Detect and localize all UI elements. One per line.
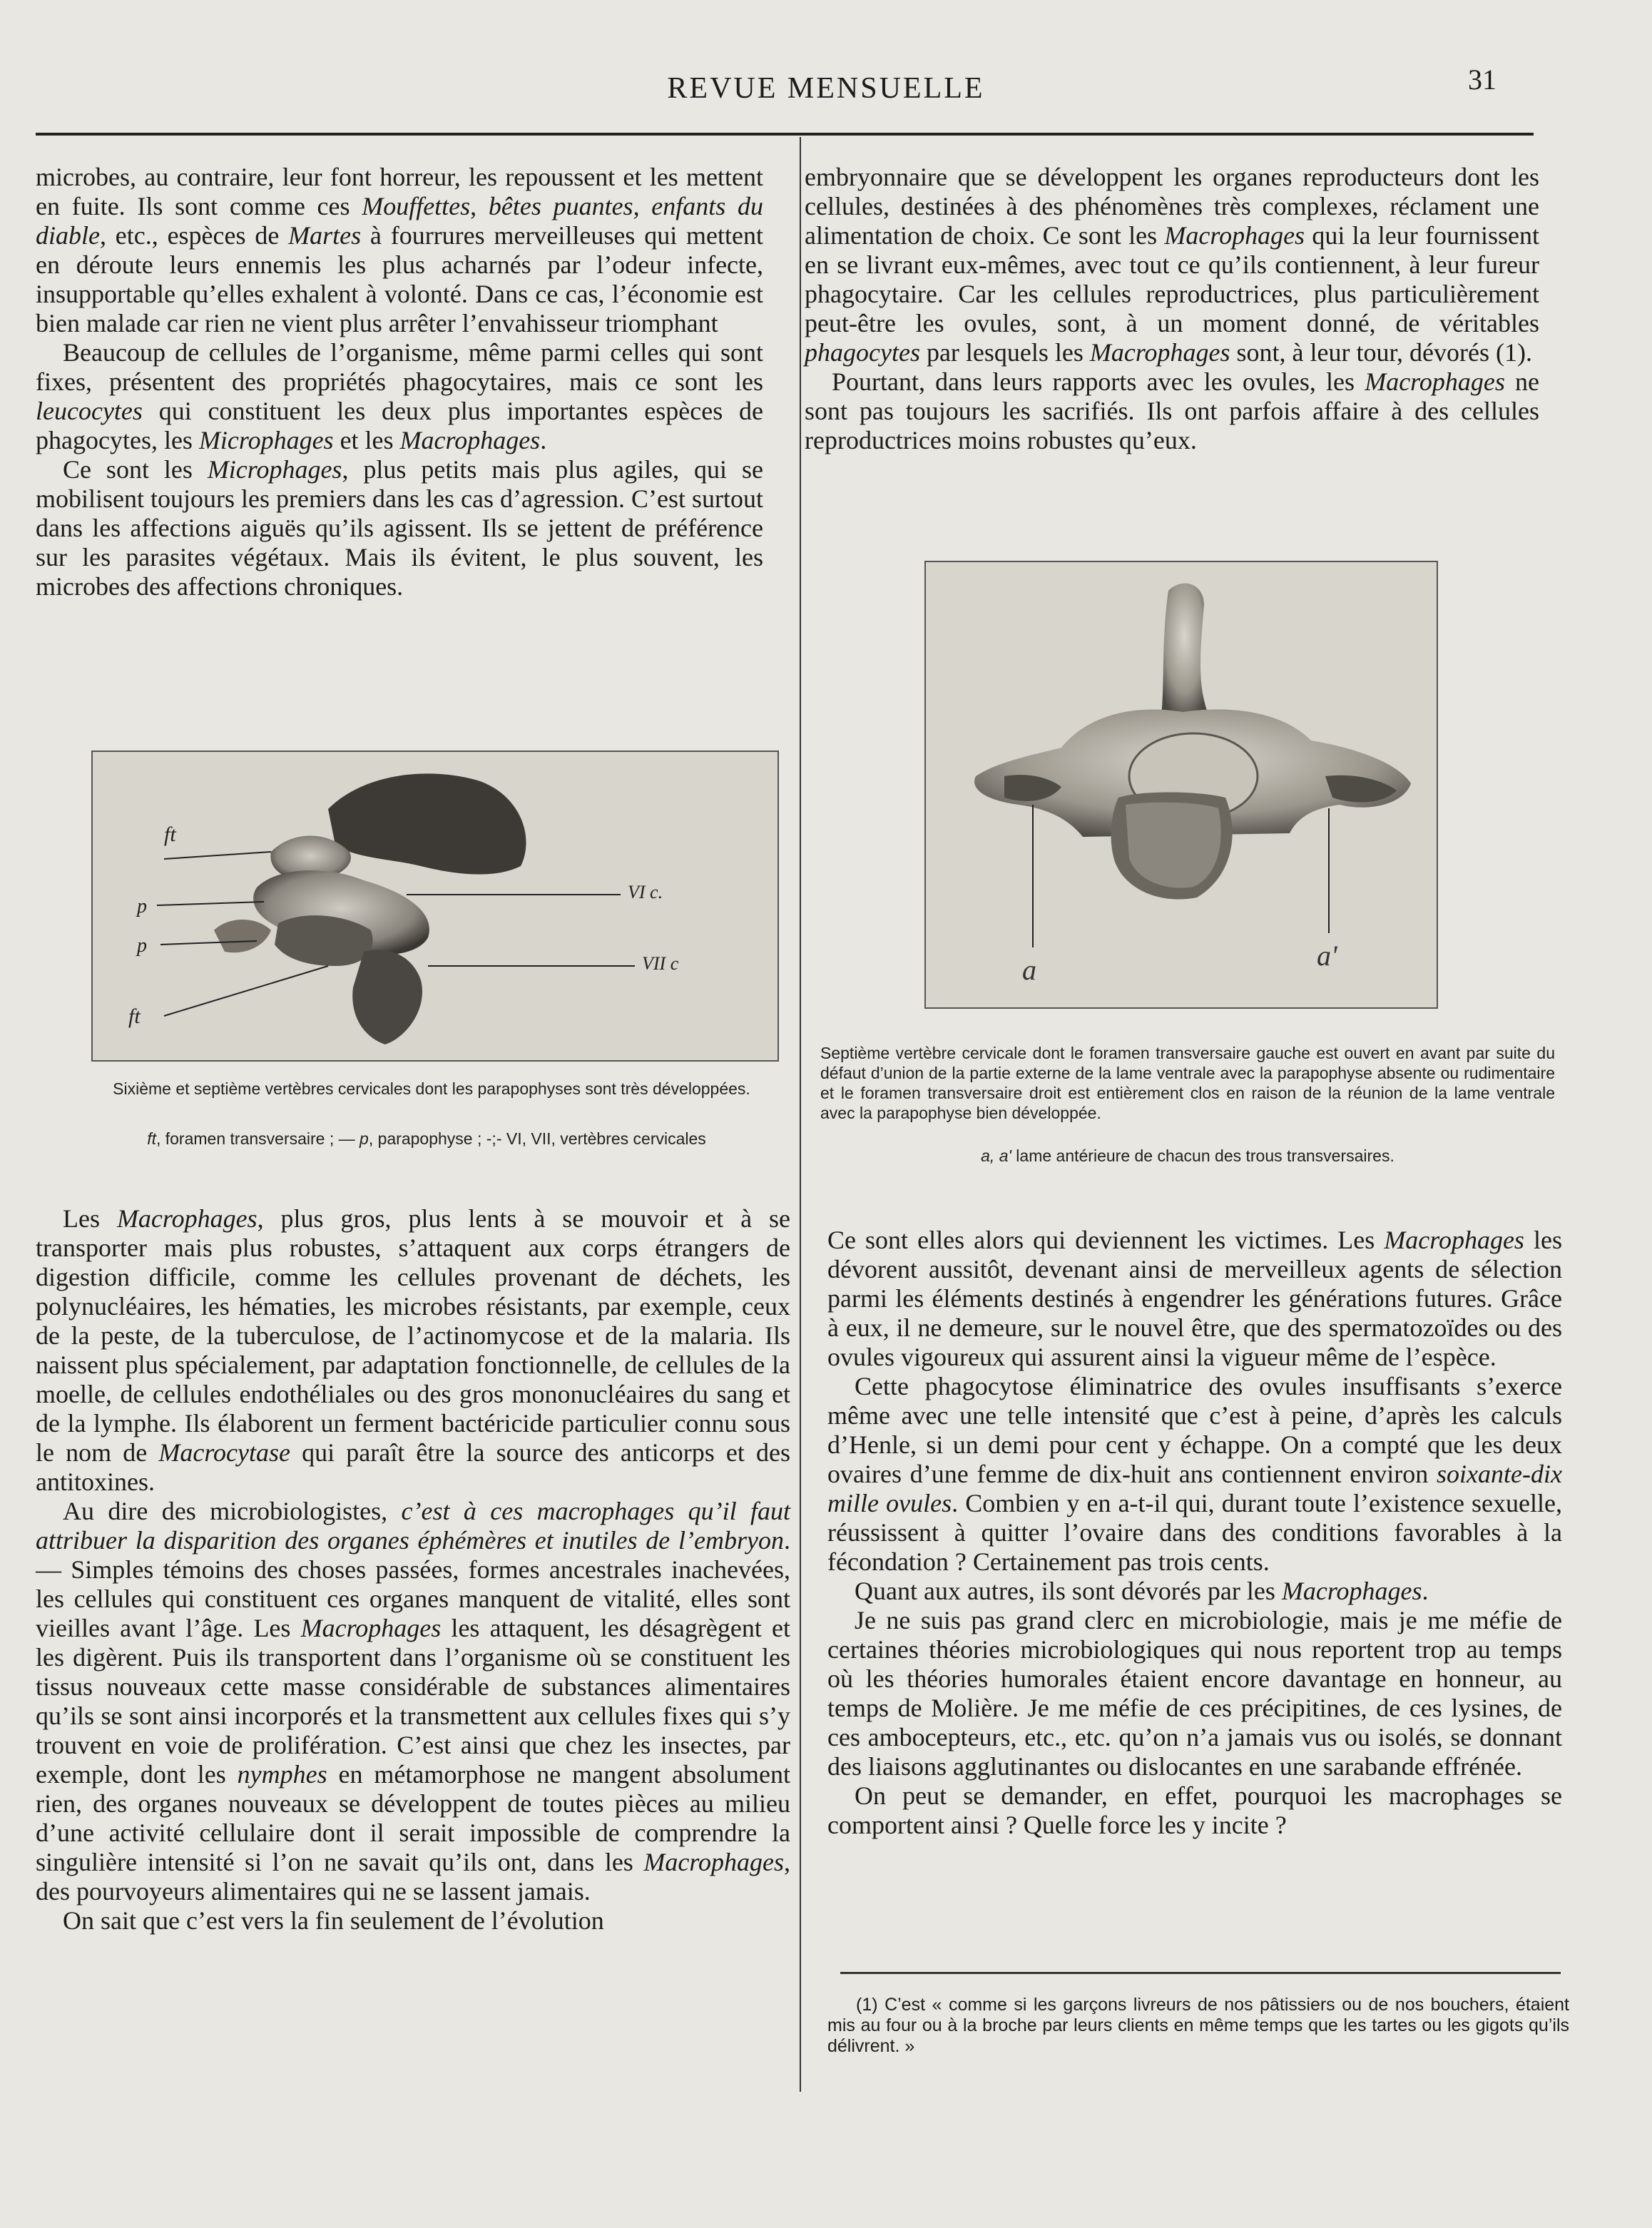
paragraph: Ce sont les Microphages, plus petits mais plus agiles, qui se mobilisent toujours les premiers dans les cas d’agression. C’est surtout dans les affections aiguës qu’ils agissent. Ils se jettent de préférence sur les parasites végétaux. Mais ils évitent, le plus souvent, les microbes des affections chroniques. bbox=[36, 455, 763, 601]
paragraph: embryonnaire que se développent les organes reproducteurs dont les cellules, destinées à des phénomènes très complexes, réclament une alimentation de choix. Ce sont les Macrophages qui la leur fournissent en se livrant eux-mêmes, avec tout ce qu’ils contiennent, à leur fureur phagocytaire. Car les cellules reproductrices, plus particulièrement peut-être les ovules, sont, à un moment donné, de véritables phagocytes par lesquels les Macrophages sont, à leur tour, dévorés (1). bbox=[805, 163, 1539, 367]
paragraph: Ce sont elles alors qui deviennent les victimes. Les Macrophages les dévorent aussitôt, devenant ainsi de merveilleux agents de sélection parmi les éléments destinés à engendrer les générations futures. Grâce à eux, il ne demeure, sur le nouvel être, que des spermatozoïdes ou des ovules vigoureux qui assurent ainsi la vigueur même de l’espèce. bbox=[827, 1226, 1562, 1371]
right-column-bottom bbox=[827, 1226, 1562, 1840]
figure1-caption: Sixième et septième vertèbres cervicales dont les parapophyses sont très développées. bbox=[113, 1079, 750, 1098]
label-a-prime: a' bbox=[1317, 940, 1337, 972]
paragraph: On peut se demander, en effet, pourquoi les macrophages se comportent ainsi ? Quelle force les y incite ? bbox=[827, 1781, 1562, 1839]
figure1-legend: ft, foramen transversaire ; — p, parapophyse ; -;- VI, VII, vertèbres cervicales bbox=[147, 1129, 706, 1148]
paragraph: Beaucoup de cellules de l’organisme, même parmi celles qui sont fixes, présentent des propriétés phagocytaires, mais ce sont les leucocytes qui constituent les deux plus importantes espèces de phagocytes, les Microphages et les Macrophages. bbox=[36, 338, 763, 454]
left-column-top bbox=[36, 163, 763, 601]
paragraph: Cette phagocytose éliminatrice des ovules insuffisants s’exerce même avec une telle intensité que c’est à peine, d’après les calculs d’Henle, si un demi pour cent y échappe. On a compté que les deux ovaires d’une femme de dix-huit ans contiennent environ soixante-dix mille ovules. Combien y en a-t-il qui, durant toute l’existence sexuelle, réussissent à quitter l’ovaire dans des conditions favorables à la fécondation ? Certainement pas trois cents. bbox=[827, 1372, 1563, 1576]
paragraph: Pourtant, dans leurs rapports avec les ovules, les Macrophages ne sont pas toujours les sacrifiés. Ils ont parfois affaire à des cellules reproductrices moins robustes qu’eux. bbox=[805, 367, 1539, 454]
paragraph: On sait que c’est vers la fin seulement de l’évolution bbox=[63, 1906, 604, 1935]
vertebrae-side-illustration bbox=[93, 752, 777, 1060]
label-ft-bottom: ft bbox=[128, 1004, 141, 1028]
vertebra-top-illustration bbox=[926, 562, 1437, 1007]
running-title: REVUE MENSUELLE bbox=[667, 72, 985, 105]
paragraph: microbes, au contraire, leur font horreur, les repoussent et les mettent en fuite. Ils sont comme ces Mouffettes, bêtes puantes, enfants du diable, etc., espèces de Martes à fourrures merveilleuses qui mettent en déroute leurs ennemis les plus acharnés par l’odeur infecte, insupportable qu’elles exhalent à volonté. Dans ce cas, l’économie est bien malade car rien ne vient plus arrêter l’envahisseur triomphant bbox=[36, 163, 763, 337]
figure-seventh-vertebra-top bbox=[924, 561, 1438, 1009]
column-divider bbox=[800, 137, 801, 2092]
label-ft-top: ft bbox=[164, 823, 176, 846]
header-rule bbox=[36, 133, 1534, 136]
paragraph: Les Macrophages, plus gros, plus lents à se mouvoir et à se transporter mais plus robustes, s’attaquent aux corps étrangers de digestion difficile, comme les cellules provenant de déchets, les polynucléaires, les hématies, les microbes résistants, par exemple, ceux de la peste, de la tuberculose, de l’actinomycose et de la malaria. Ils naissent plus spécialement, par adaptation fonctionnelle, de cellules de la moelle, de cellules endothéliales ou des gros mononucléaires du sang et de la lymphe. Ils élaborent un ferment bactéricide particulier connu sous le nom de Macrocytase qui paraît être la source des anticorps et des antitoxines. bbox=[36, 1204, 791, 1496]
label-p-lower: p bbox=[137, 935, 147, 957]
label-vii: VII c bbox=[642, 953, 679, 974]
page-number: 31 bbox=[1468, 63, 1497, 96]
paragraph: Au dire des microbiologistes, c’est à ces macrophages qu’il faut attribuer la disparition des organes éphémères et inutiles de l’embryon. — Simples témoins des choses passées, formes ancestrales inachevées, les cellules qui constituent ces organes manquent de vitalité, elles sont vieilles avant l’âge. Les Macrophages les attaquent, les désagrègent et les digèrent. Puis ils transportent dans l’organisme où se constituent les tissus nouveaux cette masse considérable de substances alimentaires qu’ils se sont ainsi incorporés et la transmettent aux cellules fixes qui s’y trouvent en voie de prolifération. C’est ainsi que chez les insectes, par exemple, dont les nymphes en métamorphose ne mangent absolument rien, des organes nouveaux se développent de toutes pièces au milieu d’une activité cellulaire dont il serait impossible de comprendre la singulière intensité si l’on ne savait qu’ils ont, dans les Macrophages, des pourvoyeurs alimentaires qui ne se lassent jamais. bbox=[36, 1497, 791, 1906]
left-column-bottom bbox=[36, 1204, 790, 1935]
footnote: (1) C’est « comme si les garçons livreurs de nos pâtissiers ou de nos bouchers, étaient mis au four ou à la broche par leurs clients en même temps que les tartes ou les gigots qu’ils délivrent. » bbox=[827, 1995, 1569, 2056]
label-vi: VI c. bbox=[628, 882, 663, 902]
paragraph: Quant aux autres, ils sont dévorés par les Macrophages. bbox=[855, 1577, 1429, 1605]
paragraph: Je ne suis pas grand clerc en microbiologie, mais je me méfie de certaines théories microbiologiques qui nous reportent trop au temps où les théories humorales étaient encore davantage en honneur, au temps de Molière. Je me méfie de ces précipitines, de ces lysines, de ces ambocepteurs, etc., etc. qu’on n’a jamais vus ou isolés, se donnant des liaisons agglutinantes ou dislocantes en une sarabande effrénée. bbox=[827, 1606, 1562, 1781]
figure-cervical-vertebrae-side bbox=[91, 751, 779, 1062]
right-column-top bbox=[805, 163, 1539, 455]
figure2-legend: a, a' lame antérieure de chacun des trous transversaires. bbox=[981, 1146, 1394, 1165]
label-p-upper: p bbox=[137, 895, 147, 917]
footnote-rule bbox=[840, 1972, 1561, 1974]
figure2-caption: Septième vertèbre cervicale dont le foramen transversaire gauche est ouvert en avant par suite du défaut d’union de la partie externe de la lame ventrale avec la parapophyse absente ou rudimentaire et le foramen transversaire droit est entièrement clos en raison de la réunion de la lame ventrale avec la parapophyse bien développée. bbox=[820, 1044, 1555, 1122]
label-a: a bbox=[1022, 954, 1036, 986]
